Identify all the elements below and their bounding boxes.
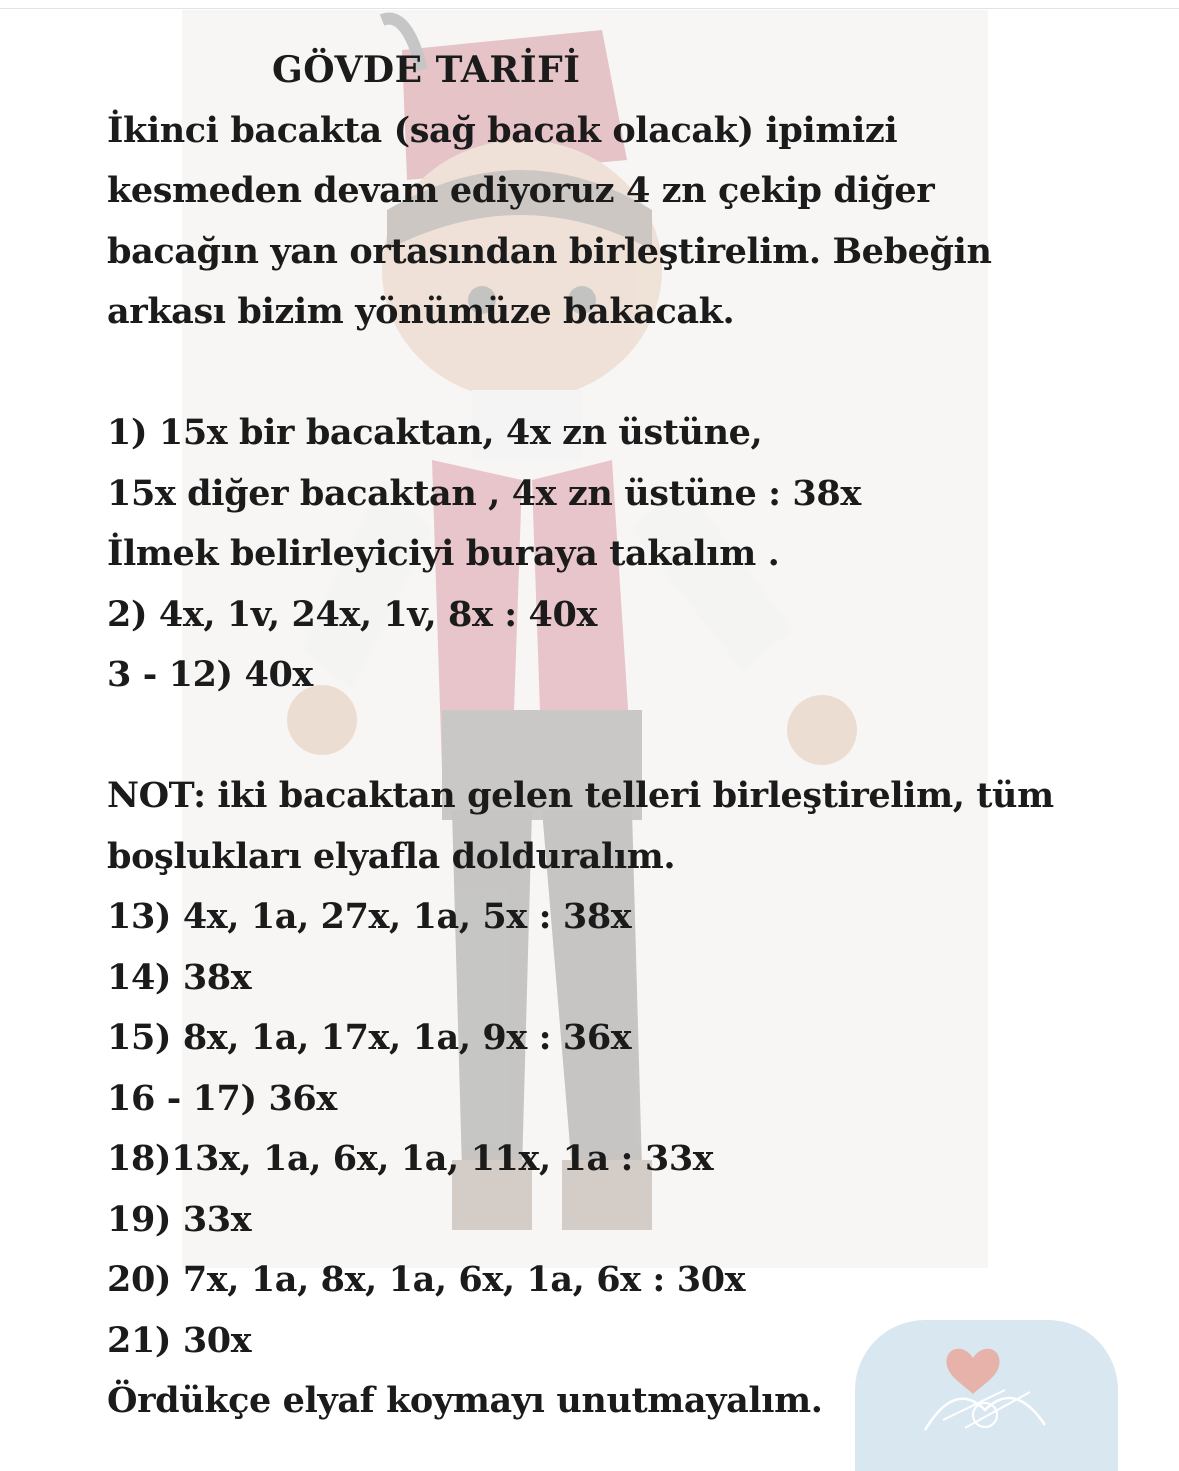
row-instruction: 16 - 17) 36x — [107, 1077, 337, 1119]
heart-yarn-icon — [855, 1320, 1118, 1471]
row-instruction: 21) 30x — [107, 1319, 252, 1361]
recipe-text — [107, 40, 1147, 1432]
top-divider — [0, 8, 1179, 9]
row-instruction: 18)13x, 1a, 6x, 1a, 11x, 1a : 33x — [107, 1138, 714, 1179]
note-line: NOT: iki bacaktan gelen telleri birleştirelim, tüm — [107, 775, 1054, 816]
row-instruction: 13) 4x, 1a, 27x, 1a, 5x : 38x — [107, 896, 632, 937]
intro-line: kesmeden devam ediyoruz 4 zn çekip diğer — [107, 170, 935, 211]
spacer — [107, 343, 1147, 404]
intro-line: bacağın yan ortasından birleştirelim. Bebeğin — [107, 230, 992, 272]
closing-line: Ördükçe elyaf koymayı unutmayalım. — [107, 1380, 823, 1421]
row-instruction: 15x diğer bacaktan , 4x zn üstüne : 38x — [107, 472, 861, 514]
row-instruction: İlmek belirleyiciyi buraya takalım . — [107, 533, 780, 574]
row-instruction: 1) 15x bir bacaktan, 4x zn üstüne, — [107, 412, 763, 453]
row-instruction: 20) 7x, 1a, 8x, 1a, 6x, 1a, 6x : 30x — [107, 1259, 746, 1300]
row-instruction: 3 - 12) 40x — [107, 654, 313, 695]
row-instruction: 19) 33x — [107, 1198, 252, 1240]
row-instruction: 14) 38x — [107, 956, 252, 998]
intro-line: arkası bizim yönümüze bakacak. — [107, 291, 735, 332]
note-line: boşlukları elyafla dolduralım. — [107, 835, 676, 877]
watermark-logo — [855, 1320, 1118, 1471]
intro-line: İkinci bacakta (sağ bacak olacak) ipimizi — [107, 109, 898, 151]
recipe-title: GÖVDE TARİFİ — [272, 49, 581, 91]
row-instruction: 2) 4x, 1v, 24x, 1v, 8x : 40x — [107, 593, 597, 635]
spacer — [107, 706, 1147, 767]
row-instruction: 15) 8x, 1a, 17x, 1a, 9x : 36x — [107, 1017, 632, 1058]
